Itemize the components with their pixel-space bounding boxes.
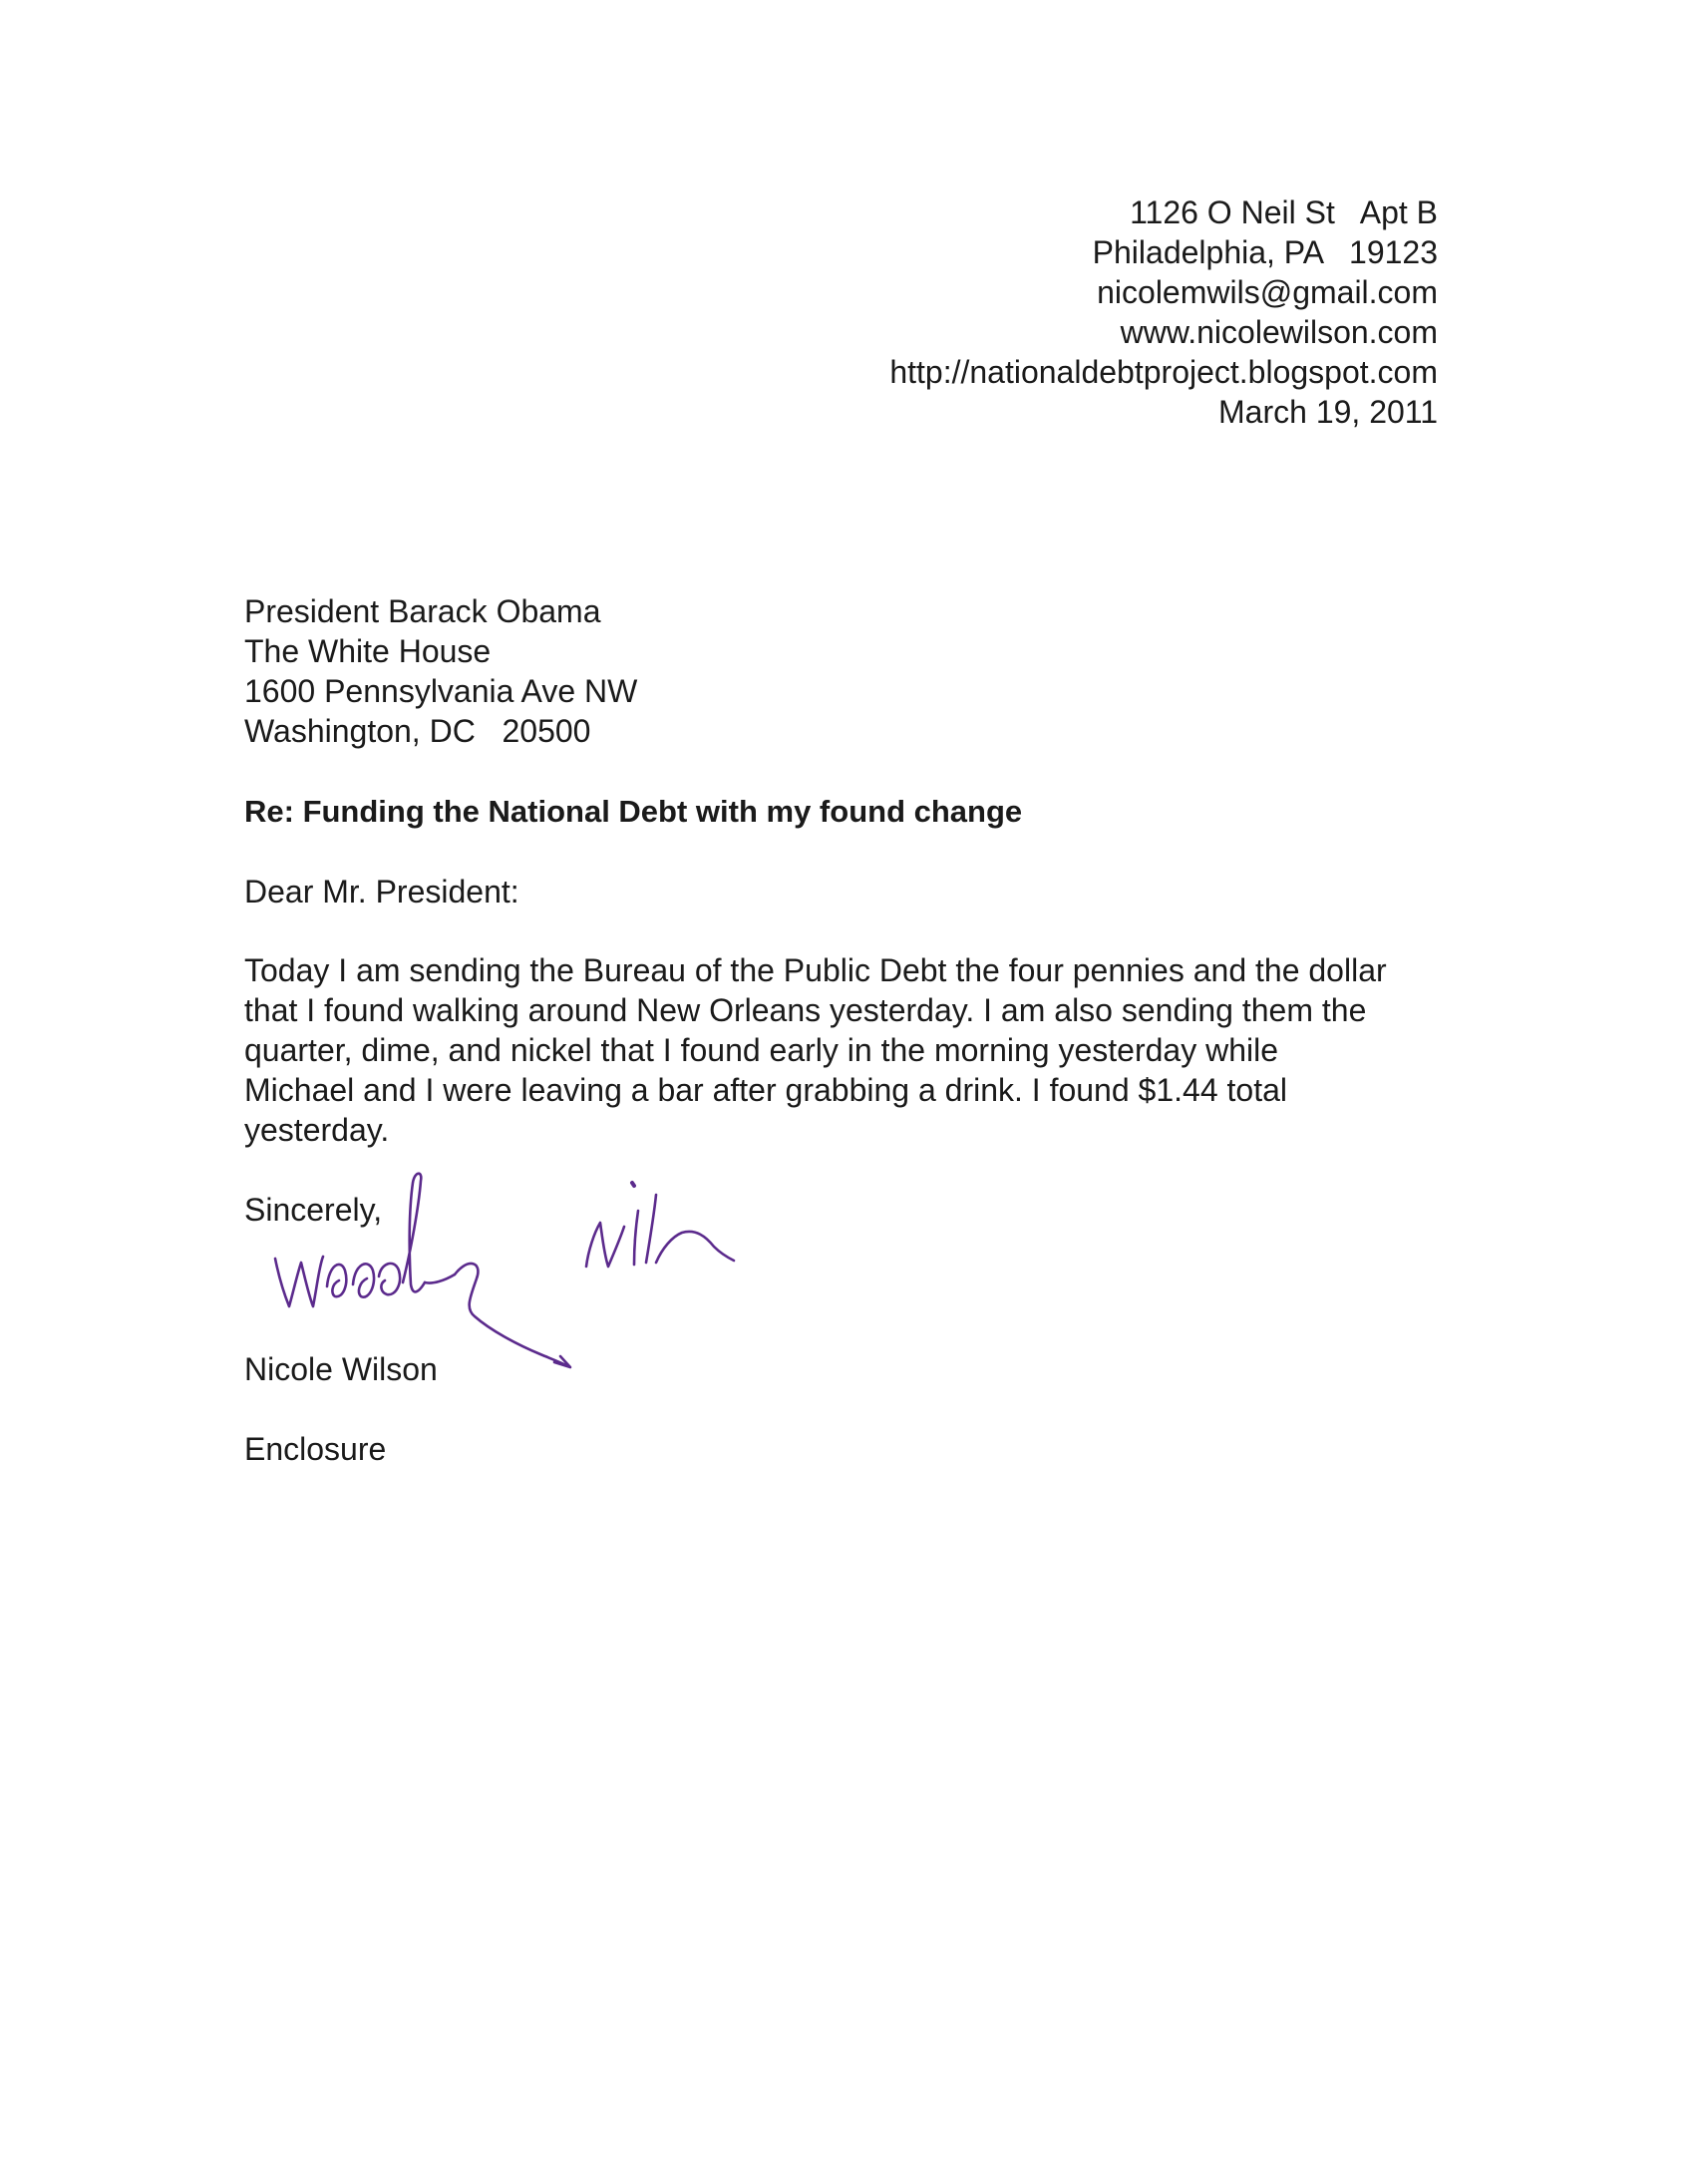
closing: Sincerely, bbox=[244, 1192, 383, 1228]
subject-line: Re: Funding the National Debt with my found change bbox=[244, 794, 1023, 829]
recipient-organization: The White House bbox=[244, 633, 492, 669]
enclosure-note: Enclosure bbox=[244, 1431, 387, 1467]
salutation: Dear Mr. President: bbox=[244, 874, 519, 910]
sender-email: nicolemwils@gmail.com bbox=[1097, 274, 1438, 310]
recipient-street: 1600 Pennsylvania Ave NW bbox=[244, 673, 638, 709]
sender-address-block bbox=[889, 192, 1438, 432]
sender-website: www.nicolewilson.com bbox=[1120, 314, 1438, 350]
recipient-address-block bbox=[244, 591, 637, 751]
sender-city: Philadelphia, PA 19123 bbox=[1092, 234, 1438, 270]
letter-body: Today I am sending the Bureau of the Public Debt the four pennies and the dollar that I found walking around New Orleans yesterday. I am also sending them the quarter, dime, and nickel that I found early in the morning yesterday while Michael and I were leaving a bar after grabbing a drink. I found $1.44 total yesterday. bbox=[244, 952, 1387, 1148]
handwritten-signature bbox=[269, 1167, 788, 1376]
recipient-name: President Barack Obama bbox=[244, 593, 601, 629]
sender-street: 1126 O Neil St Apt B bbox=[1130, 194, 1438, 230]
recipient-city: Washington, DC 20500 bbox=[244, 713, 591, 749]
signature-strokes bbox=[275, 1174, 734, 1367]
signer-name: Nicole Wilson bbox=[244, 1351, 438, 1387]
letter-date: March 19, 2011 bbox=[1218, 394, 1438, 430]
sender-blog: http://nationaldebtproject.blogspot.com bbox=[889, 354, 1438, 390]
